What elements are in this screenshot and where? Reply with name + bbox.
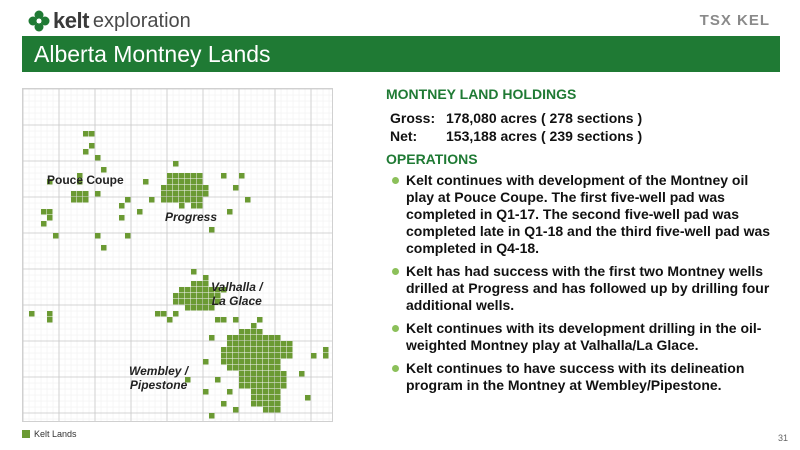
kelt-land-parcel — [227, 389, 233, 395]
kelt-land-parcel — [167, 191, 173, 197]
kelt-land-parcel — [143, 179, 149, 185]
bullet-dot-icon — [392, 268, 399, 275]
kelt-land-parcel — [239, 329, 245, 335]
bullet-dot-icon — [392, 325, 399, 332]
kelt-land-parcel — [167, 317, 173, 323]
kelt-land-parcel — [221, 359, 227, 365]
kelt-land-parcel — [263, 395, 269, 401]
page-title: Alberta Montney Lands — [34, 41, 271, 67]
kelt-land-parcel — [197, 299, 203, 305]
kelt-land-parcel — [179, 197, 185, 203]
kelt-land-parcel — [209, 335, 215, 341]
kelt-land-parcel — [203, 299, 209, 305]
kelt-land-parcel — [251, 353, 257, 359]
kelt-land-parcel — [233, 353, 239, 359]
kelt-land-parcel — [203, 305, 209, 311]
kelt-land-parcel — [173, 197, 179, 203]
kelt-land-parcel — [77, 197, 83, 203]
kelt-land-parcel — [275, 371, 281, 377]
kelt-land-parcel — [173, 293, 179, 299]
map-legend — [22, 429, 77, 439]
kelt-land-parcel — [179, 299, 185, 305]
kelt-land-parcel — [179, 191, 185, 197]
kelt-land-parcel — [257, 395, 263, 401]
kelt-land-parcel — [275, 359, 281, 365]
kelt-land-parcel — [191, 287, 197, 293]
kelt-land-parcel — [197, 287, 203, 293]
kelt-land-parcel — [233, 359, 239, 365]
bullet-text: Kelt continues with development of the Montney oil play at Pouce Coupe. The first five-well pad was completed in Q1-17. The second five-well pad was completed late in Q1-18 and the third five-well pad was completed in Q4-18. — [406, 172, 771, 256]
kelt-land-parcel — [251, 359, 257, 365]
kelt-land-parcel — [233, 185, 239, 191]
kelt-land-parcel — [227, 365, 233, 371]
operations-list — [386, 172, 778, 394]
kelt-land-parcel — [41, 209, 47, 215]
kelt-land-parcel — [185, 173, 191, 179]
kelt-land-parcel — [53, 233, 59, 239]
kelt-land-parcel — [275, 347, 281, 353]
kelt-land-parcel — [251, 395, 257, 401]
kelt-land-parcel — [245, 353, 251, 359]
company-logo — [28, 8, 191, 34]
kelt-land-parcel — [101, 245, 107, 251]
kelt-land-parcel — [275, 353, 281, 359]
kelt-leaf-icon — [28, 10, 50, 32]
kelt-land-parcel — [191, 185, 197, 191]
kelt-land-parcel — [197, 179, 203, 185]
gross-label: Gross: — [390, 110, 436, 126]
kelt-land-parcel — [269, 335, 275, 341]
kelt-land-parcel — [269, 353, 275, 359]
kelt-land-parcel — [83, 149, 89, 155]
kelt-land-parcel — [149, 197, 155, 203]
kelt-land-parcel — [263, 365, 269, 371]
kelt-land-parcel — [197, 191, 203, 197]
kelt-land-parcel — [263, 389, 269, 395]
legend-label: Kelt Lands — [34, 429, 77, 439]
kelt-land-parcel — [197, 281, 203, 287]
kelt-land-parcel — [269, 359, 275, 365]
kelt-land-parcel — [227, 359, 233, 365]
kelt-land-parcel — [185, 287, 191, 293]
kelt-land-parcel — [191, 173, 197, 179]
kelt-land-parcel — [185, 179, 191, 185]
kelt-land-parcel — [185, 197, 191, 203]
kelt-land-parcel — [305, 395, 311, 401]
kelt-land-parcel — [173, 161, 179, 167]
kelt-land-parcel — [215, 377, 221, 383]
kelt-land-parcel — [251, 401, 257, 407]
kelt-land-parcel — [239, 371, 245, 377]
kelt-land-parcel — [173, 311, 179, 317]
kelt-land-parcel — [125, 233, 131, 239]
kelt-land-parcel — [167, 185, 173, 191]
kelt-land-parcel — [215, 317, 221, 323]
net-value: 153,188 acres ( 239 sections ) — [446, 128, 643, 144]
kelt-land-parcel — [167, 173, 173, 179]
kelt-land-parcel — [233, 335, 239, 341]
kelt-land-parcel — [275, 383, 281, 389]
kelt-land-parcel — [281, 353, 287, 359]
kelt-land-parcel — [275, 401, 281, 407]
kelt-land-parcel — [221, 347, 227, 353]
kelt-land-parcel — [221, 173, 227, 179]
kelt-land-parcel — [257, 347, 263, 353]
kelt-land-parcel — [275, 407, 281, 413]
kelt-land-parcel — [263, 353, 269, 359]
kelt-land-parcel — [191, 305, 197, 311]
kelt-land-parcel — [29, 311, 35, 317]
kelt-land-parcel — [239, 377, 245, 383]
kelt-land-parcel — [47, 209, 53, 215]
kelt-land-parcel — [47, 311, 53, 317]
kelt-land-parcel — [239, 365, 245, 371]
kelt-land-parcel — [191, 203, 197, 209]
legend-swatch — [22, 430, 30, 438]
bullet-dot-icon — [392, 177, 399, 184]
kelt-land-parcel — [257, 377, 263, 383]
kelt-land-parcel — [281, 377, 287, 383]
kelt-land-parcel — [299, 371, 305, 377]
kelt-land-parcel — [269, 371, 275, 377]
kelt-land-parcel — [47, 317, 53, 323]
kelt-land-parcel — [203, 185, 209, 191]
kelt-land-parcel — [203, 287, 209, 293]
kelt-land-parcel — [209, 227, 215, 233]
kelt-land-parcel — [275, 395, 281, 401]
kelt-land-parcel — [263, 401, 269, 407]
kelt-land-parcel — [251, 335, 257, 341]
kelt-land-parcel — [269, 407, 275, 413]
kelt-land-parcel — [257, 341, 263, 347]
kelt-land-parcel — [311, 353, 317, 359]
kelt-land-parcel — [251, 329, 257, 335]
kelt-land-parcel — [281, 341, 287, 347]
kelt-land-parcel — [161, 311, 167, 317]
kelt-land-parcel — [179, 203, 185, 209]
operations-bullet — [386, 172, 778, 257]
kelt-land-parcel — [269, 395, 275, 401]
page-number: 31 — [777, 433, 788, 443]
kelt-land-parcel — [323, 353, 329, 359]
holdings-net-row — [390, 127, 778, 145]
kelt-land-parcel — [89, 131, 95, 137]
kelt-land-parcel — [173, 191, 179, 197]
map-label-wembley — [129, 364, 188, 392]
kelt-land-parcel — [281, 383, 287, 389]
kelt-land-parcel — [185, 191, 191, 197]
kelt-land-parcel — [239, 383, 245, 389]
operations-bullet — [386, 320, 778, 354]
kelt-land-parcel — [245, 359, 251, 365]
kelt-land-parcel — [263, 377, 269, 383]
kelt-land-parcel — [263, 347, 269, 353]
kelt-land-parcel — [245, 377, 251, 383]
kelt-land-parcel — [227, 335, 233, 341]
kelt-land-parcel — [263, 371, 269, 377]
bullet-dot-icon — [392, 365, 399, 372]
kelt-land-parcel — [269, 383, 275, 389]
kelt-land-parcel — [281, 347, 287, 353]
kelt-land-parcel — [191, 269, 197, 275]
kelt-land-parcel — [185, 293, 191, 299]
kelt-land-parcel — [233, 341, 239, 347]
kelt-land-parcel — [197, 293, 203, 299]
kelt-land-parcel — [263, 383, 269, 389]
operations-bullet — [386, 360, 778, 394]
kelt-land-parcel — [221, 353, 227, 359]
kelt-land-parcel — [257, 365, 263, 371]
kelt-land-parcel — [71, 197, 77, 203]
kelt-land-parcel — [203, 191, 209, 197]
kelt-land-parcel — [227, 347, 233, 353]
logo-kelt-text: kelt — [53, 8, 89, 33]
kelt-land-parcel — [203, 275, 209, 281]
kelt-land-parcel — [197, 197, 203, 203]
kelt-land-parcel — [257, 353, 263, 359]
kelt-land-parcel — [125, 197, 131, 203]
map-label-valhalla-text: Valhalla / La Glace — [211, 280, 263, 308]
kelt-land-parcel — [251, 371, 257, 377]
kelt-land-parcel — [179, 179, 185, 185]
kelt-land-parcel — [239, 347, 245, 353]
kelt-land-parcel — [191, 293, 197, 299]
kelt-land-parcel — [179, 185, 185, 191]
kelt-land-parcel — [161, 185, 167, 191]
net-label: Net: — [390, 128, 418, 144]
kelt-land-parcel — [251, 323, 257, 329]
kelt-land-parcel — [251, 365, 257, 371]
kelt-land-parcel — [263, 335, 269, 341]
kelt-land-parcel — [257, 317, 263, 323]
holdings-heading: MONTNEY LAND HOLDINGS — [386, 86, 577, 102]
map-label-progress: Progress — [165, 210, 218, 224]
kelt-land-parcel — [263, 341, 269, 347]
kelt-land-parcel — [269, 389, 275, 395]
kelt-land-parcel — [245, 371, 251, 377]
kelt-land-parcel — [239, 341, 245, 347]
kelt-land-parcel — [233, 347, 239, 353]
kelt-land-parcel — [41, 221, 47, 227]
kelt-land-parcel — [185, 185, 191, 191]
kelt-land-parcel — [89, 143, 95, 149]
kelt-land-parcel — [191, 299, 197, 305]
kelt-land-parcel — [191, 191, 197, 197]
montney-land-map — [22, 88, 333, 422]
exchange-ticker: TSX KEL — [699, 12, 770, 29]
kelt-land-parcel — [161, 197, 167, 203]
kelt-land-parcel — [245, 383, 251, 389]
title-bar — [22, 36, 780, 72]
kelt-land-parcel — [119, 203, 125, 209]
kelt-land-parcel — [185, 305, 191, 311]
kelt-land-parcel — [83, 191, 89, 197]
kelt-land-parcel — [257, 383, 263, 389]
bullet-text: Kelt continues with its development drilling in the oil-weighted Montney play at Valhalla/La Glace. — [406, 320, 762, 353]
kelt-land-parcel — [245, 329, 251, 335]
kelt-land-parcel — [179, 173, 185, 179]
kelt-land-parcel — [179, 287, 185, 293]
kelt-land-parcel — [197, 305, 203, 311]
kelt-land-parcel — [47, 215, 53, 221]
kelt-land-parcel — [239, 335, 245, 341]
kelt-land-parcel — [275, 389, 281, 395]
map-label-wembley-text: Wembley / Pipestone — [129, 364, 189, 392]
kelt-land-parcel — [239, 173, 245, 179]
kelt-land-parcel — [263, 407, 269, 413]
kelt-land-parcel — [197, 203, 203, 209]
kelt-land-parcel — [203, 359, 209, 365]
kelt-land-parcel — [263, 359, 269, 365]
kelt-land-parcel — [95, 191, 101, 197]
bullet-text: Kelt has had success with the first two Montney wells drilled at Progress and has followed up by drilling four additional wells. — [406, 263, 770, 313]
kelt-land-parcel — [203, 281, 209, 287]
kelt-land-parcel — [227, 209, 233, 215]
kelt-land-parcel — [245, 335, 251, 341]
kelt-land-parcel — [221, 401, 227, 407]
kelt-land-parcel — [173, 299, 179, 305]
kelt-land-parcel — [275, 341, 281, 347]
kelt-land-parcel — [245, 197, 251, 203]
kelt-land-parcel — [257, 359, 263, 365]
kelt-land-parcel — [245, 347, 251, 353]
kelt-land-parcel — [119, 215, 125, 221]
kelt-land-parcel — [275, 365, 281, 371]
kelt-land-parcel — [251, 341, 257, 347]
kelt-land-parcel — [179, 293, 185, 299]
kelt-land-parcel — [95, 233, 101, 239]
kelt-land-parcel — [173, 179, 179, 185]
kelt-land-parcel — [257, 329, 263, 335]
kelt-land-parcel — [95, 155, 101, 161]
kelt-land-parcel — [251, 389, 257, 395]
content-panel — [386, 86, 778, 400]
kelt-land-parcel — [83, 197, 89, 203]
logo-exploration-text: exploration — [92, 9, 191, 32]
kelt-land-parcel — [269, 341, 275, 347]
kelt-land-parcel — [233, 317, 239, 323]
kelt-land-parcel — [71, 191, 77, 197]
kelt-land-parcel — [191, 179, 197, 185]
kelt-land-parcel — [287, 353, 293, 359]
operations-heading: OPERATIONS — [386, 151, 478, 167]
kelt-land-parcel — [155, 311, 161, 317]
kelt-land-parcel — [209, 413, 215, 419]
operations-bullet — [386, 263, 778, 314]
gross-value: 178,080 acres ( 278 sections ) — [446, 110, 643, 126]
holdings-table — [390, 109, 778, 145]
kelt-land-parcel — [251, 377, 257, 383]
kelt-land-parcel — [245, 341, 251, 347]
kelt-land-parcel — [185, 299, 191, 305]
kelt-land-parcel — [137, 209, 143, 215]
kelt-land-parcel — [227, 341, 233, 347]
kelt-land-parcel — [257, 335, 263, 341]
kelt-land-parcel — [269, 401, 275, 407]
kelt-land-parcel — [239, 359, 245, 365]
kelt-land-parcel — [161, 191, 167, 197]
kelt-land-parcel — [323, 347, 329, 353]
kelt-land-parcel — [167, 197, 173, 203]
kelt-land-parcel — [197, 173, 203, 179]
kelt-land-parcel — [239, 353, 245, 359]
kelt-land-parcel — [191, 197, 197, 203]
kelt-land-parcel — [275, 377, 281, 383]
kelt-land-parcel — [257, 389, 263, 395]
kelt-land-parcel — [275, 335, 281, 341]
kelt-land-parcel — [257, 371, 263, 377]
kelt-land-parcel — [281, 371, 287, 377]
kelt-land-parcel — [167, 179, 173, 185]
kelt-land-parcel — [77, 191, 83, 197]
kelt-land-parcel — [203, 293, 209, 299]
kelt-land-parcel — [269, 377, 275, 383]
kelt-land-parcel — [245, 365, 251, 371]
kelt-land-parcel — [83, 131, 89, 137]
kelt-land-parcel — [269, 347, 275, 353]
kelt-land-parcel — [287, 347, 293, 353]
kelt-land-parcel — [101, 167, 107, 173]
kelt-land-parcel — [257, 401, 263, 407]
kelt-land-parcel — [197, 185, 203, 191]
kelt-land-parcel — [203, 389, 209, 395]
kelt-land-parcel — [227, 353, 233, 359]
kelt-land-parcel — [221, 317, 227, 323]
kelt-land-parcel — [191, 281, 197, 287]
kelt-land-parcel — [233, 365, 239, 371]
holdings-gross-row — [390, 109, 778, 127]
kelt-land-parcel — [251, 383, 257, 389]
map-label-pouce-coupe: Pouce Coupe — [47, 173, 124, 187]
bullet-text: Kelt continues to have success with its delineation program in the Montney at Wembley/Pipestone. — [406, 360, 745, 393]
kelt-land-parcel — [233, 407, 239, 413]
kelt-land-parcel — [287, 341, 293, 347]
kelt-land-parcel — [251, 347, 257, 353]
kelt-land-parcel — [269, 365, 275, 371]
kelt-land-parcel — [173, 173, 179, 179]
map-label-valhalla — [211, 280, 263, 308]
kelt-land-parcel — [173, 185, 179, 191]
